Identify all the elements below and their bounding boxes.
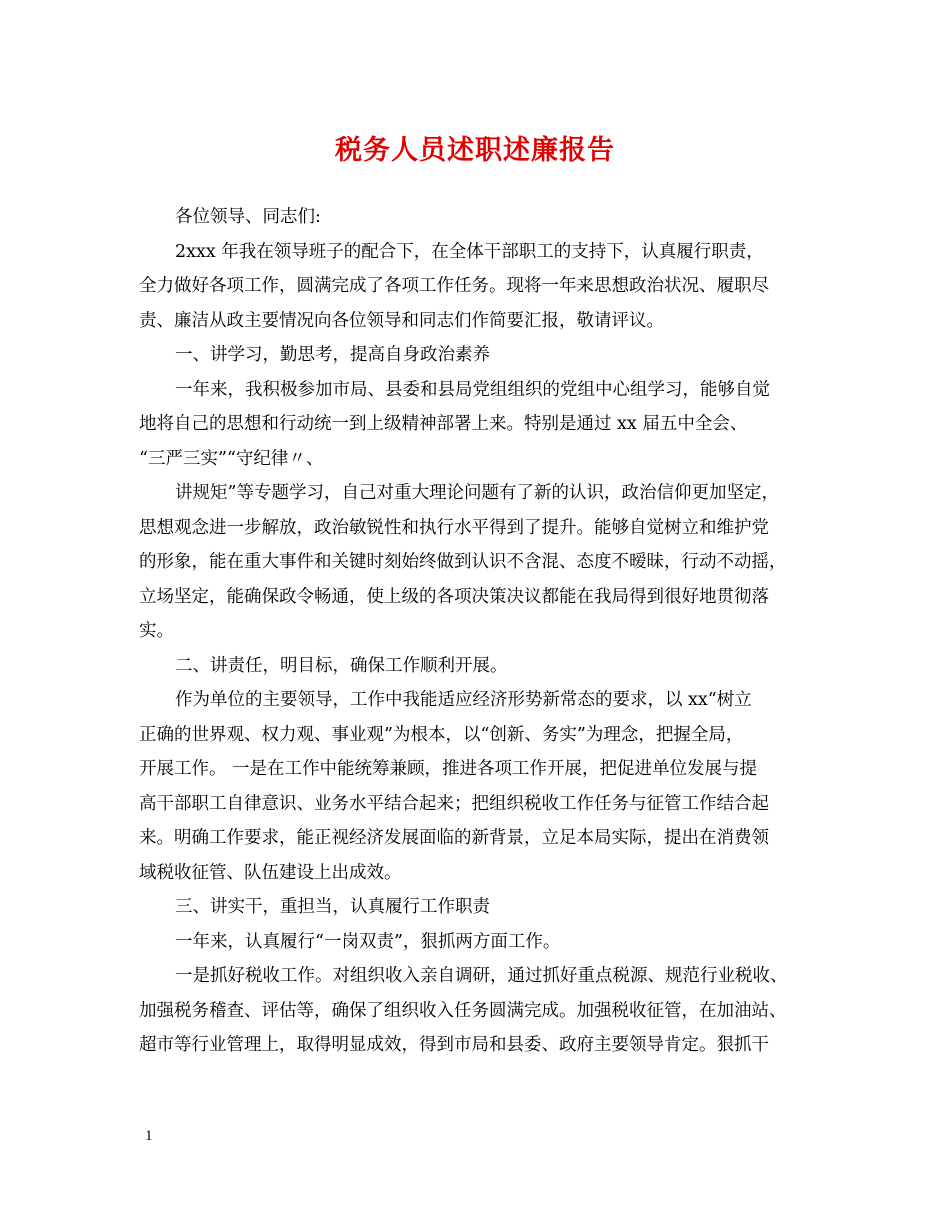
page-number: 1 [145, 1128, 153, 1144]
text-line: 责、廉洁从政主要情况向各位领导和同志们作简要汇报，敬请评议。 [139, 310, 664, 331]
text-line: 二、讲责任，明目标，确保工作顺利开展。 [175, 655, 508, 676]
text-line: 加强税务稽查、评估等，确保了组织收入任务圆满完成。加强税收征管，在加油站、 [139, 1000, 787, 1021]
text-line: 讲规矩”等专题学习，自己对重大理论问题有了新的认识，政治信仰更加坚定， [175, 483, 779, 503]
text-line: 全力做好各项工作，圆满完成了各项工作任务。现将一年来思想政治状况、履职尽 [139, 276, 769, 296]
text-line: 2xxx 年我在领导班子的配合下，在全体干部职工的支持下，认真履行职责， [175, 241, 764, 262]
text-line: 一年来，认真履行“一岗双责”，狠抓两方面工作。 [175, 931, 561, 952]
document-body [139, 200, 819, 1063]
text-line: 地将自己的思想和行动统一到上级精神部署上来。特别是通过 xx 届五中全会、 [139, 414, 748, 434]
text-line: 来。明确工作要求，能正视经济发展面临的新背景，立足本局实际，提出在消费领 [139, 828, 769, 848]
text-line: 一、讲学习，勤思考，提高自身政治素养 [175, 345, 490, 365]
text-line: 思想观念进一步解放，政治敏锐性和执行水平得到了提升。能够自觉树立和维护党 [139, 517, 769, 538]
text-line: 超市等行业管理上，取得明显成效，得到市局和县委、政府主要领导肯定。狠抓干 [139, 1035, 769, 1055]
text-line: 实。 [139, 621, 174, 641]
text-line: 开展工作。 一是在工作中能统筹兼顾，推进各项工作开展，把促进单位发展与提 [139, 759, 758, 779]
text-line: “三严三实”“守纪律〃、 [139, 448, 324, 469]
text-line: 各位领导、同志们: [175, 207, 321, 227]
text-line: 一是抓好税收工作。对组织收入亲自调研，通过抓好重点税源、规范行业税收、 [175, 966, 788, 986]
text-line: 的形象，能在重大事件和关键时刻始终做到认识不含混、态度不暧昧，行动不动摇， [139, 552, 787, 572]
text-line: 一年来，我积极参加市局、县委和县局党组组织的党组中心组学习，能够自觉 [175, 379, 770, 400]
text-line: 域税收征管、队伍建设上出成效。 [139, 862, 402, 883]
text-line: 立场坚定，能确保政令畅通，使上级的各项决策决议都能在我局得到很好地贯彻落 [139, 586, 769, 607]
text-line: 高干部职工自律意识、业务水平结合起来；把组织税收工作任务与征管工作结合起 [139, 793, 769, 814]
text-line: 正确的世界观、权力观、事业观”为根本，以“创新、务实”为理念，把握全局， [139, 724, 744, 745]
text-line: 三、讲实干，重担当，认真履行工作职责 [175, 897, 490, 917]
text-line: 作为单位的主要领导，工作中我能适应经济形势新常态的要求，以 xx“树立 [175, 690, 752, 710]
document-title: 税务人员述职述廉报告 [335, 135, 615, 166]
